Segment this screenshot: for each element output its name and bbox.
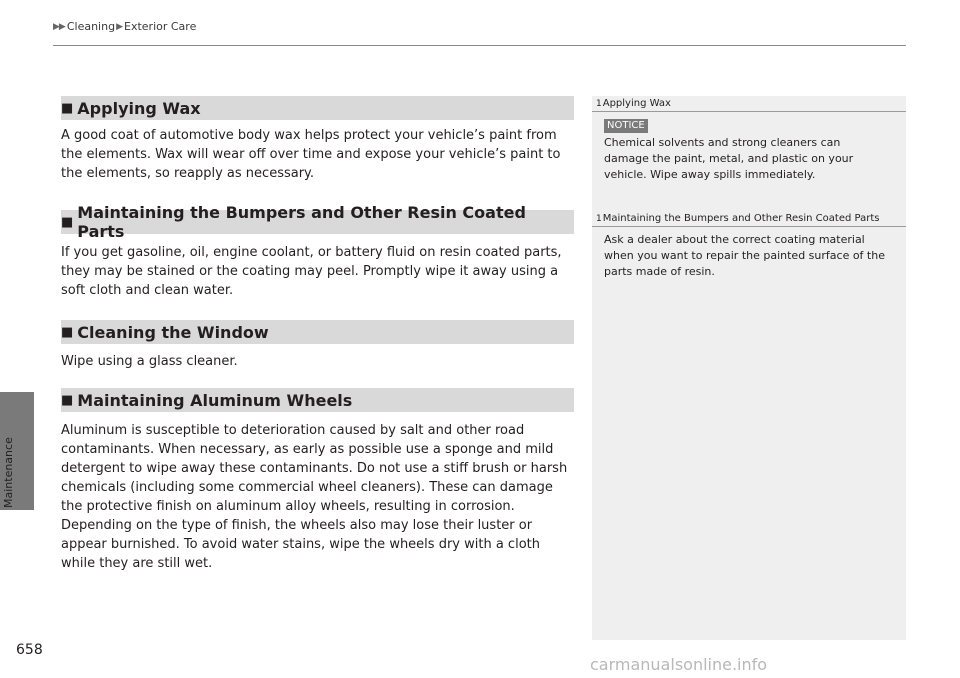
section-heading-text: Applying Wax xyxy=(77,98,201,118)
reference-marker-icon: 1 xyxy=(596,98,602,109)
side-notes-panel xyxy=(592,96,906,640)
notice-badge: NOTICE xyxy=(604,119,648,133)
section-body-window: Wipe using a glass cleaner. xyxy=(61,354,238,369)
breadcrumb-arrow-icon: ▶ xyxy=(116,21,123,32)
section-heading-bumpers xyxy=(61,203,574,241)
chapter-tab-label: Maintenance xyxy=(2,437,15,508)
reference-marker-icon: 1 xyxy=(596,213,602,224)
side-note-bumpers xyxy=(592,211,906,280)
section-body-applying-wax: A good coat of automotive body wax helps protect your vehicle’s paint from the elements. Wax will wear off over time and expose your vehicle’s paint to the elements, so reapply as necessary. xyxy=(61,128,561,181)
breadcrumb-arrow-icon: ▶ xyxy=(58,21,66,32)
section-heading-applying-wax xyxy=(61,96,574,120)
section-heading-text: Cleaning the Window xyxy=(77,322,269,342)
section-body-wheels: Aluminum is susceptible to deterioration caused by salt and other road contaminants. When necessary, as early as possible use a sponge and mild detergent to wipe away these contaminants. Do not use a stiff brush or harsh chemicals (including some commercial wheel cleaners). These can damage the protective finish on aluminum alloy wheels, resulting in corrosion. Depending on the type of finish, the wheels also may lose their luster or appear burnished. To avoid water stains, wipe the wheels dry with a cloth while they are still wet. xyxy=(61,423,568,571)
breadcrumb xyxy=(53,20,196,33)
section-heading-window xyxy=(61,320,574,344)
square-bullet-icon: ■ xyxy=(61,100,74,116)
breadcrumb-item-exterior-care: Exterior Care xyxy=(124,20,197,33)
breadcrumb-item-cleaning[interactable]: Cleaning xyxy=(66,20,116,33)
side-note-title xyxy=(592,211,906,227)
section-body-bumpers: If you get gasoline, oil, engine coolant, or battery fluid on resin coated parts, they may be stained or the coating may peel. Promptly wipe it away using a soft cloth and clean water. xyxy=(61,245,562,298)
section-heading-text: Maintaining Aluminum Wheels xyxy=(77,390,353,410)
side-note-title-text: Applying Wax xyxy=(602,98,671,109)
square-bullet-icon: ■ xyxy=(61,214,74,230)
watermark: carmanualsonline.info xyxy=(590,655,768,674)
section-heading-text: Maintaining the Bumpers and Other Resin Coated Parts xyxy=(77,203,526,241)
side-note-title xyxy=(592,96,906,112)
side-note-applying-wax xyxy=(592,96,906,183)
side-note-text: Ask a dealer about the correct coating material when you want to repair the painted surface of the parts made of resin. xyxy=(604,233,885,278)
square-bullet-icon: ■ xyxy=(61,324,74,340)
square-bullet-icon: ■ xyxy=(61,392,74,408)
main-content xyxy=(61,96,574,573)
page-number: 658 xyxy=(16,642,43,658)
side-note-text: Chemical solvents and strong cleaners can damage the paint, metal, and plastic on your vehicle. Wipe away spills immediately. xyxy=(604,136,854,181)
header-rule xyxy=(53,45,906,46)
breadcrumb-arrow-icon: ▶ xyxy=(53,21,60,32)
side-note-title-text: Maintaining the Bumpers and Other Resin Coated Parts xyxy=(602,213,880,224)
section-heading-wheels xyxy=(61,388,574,412)
